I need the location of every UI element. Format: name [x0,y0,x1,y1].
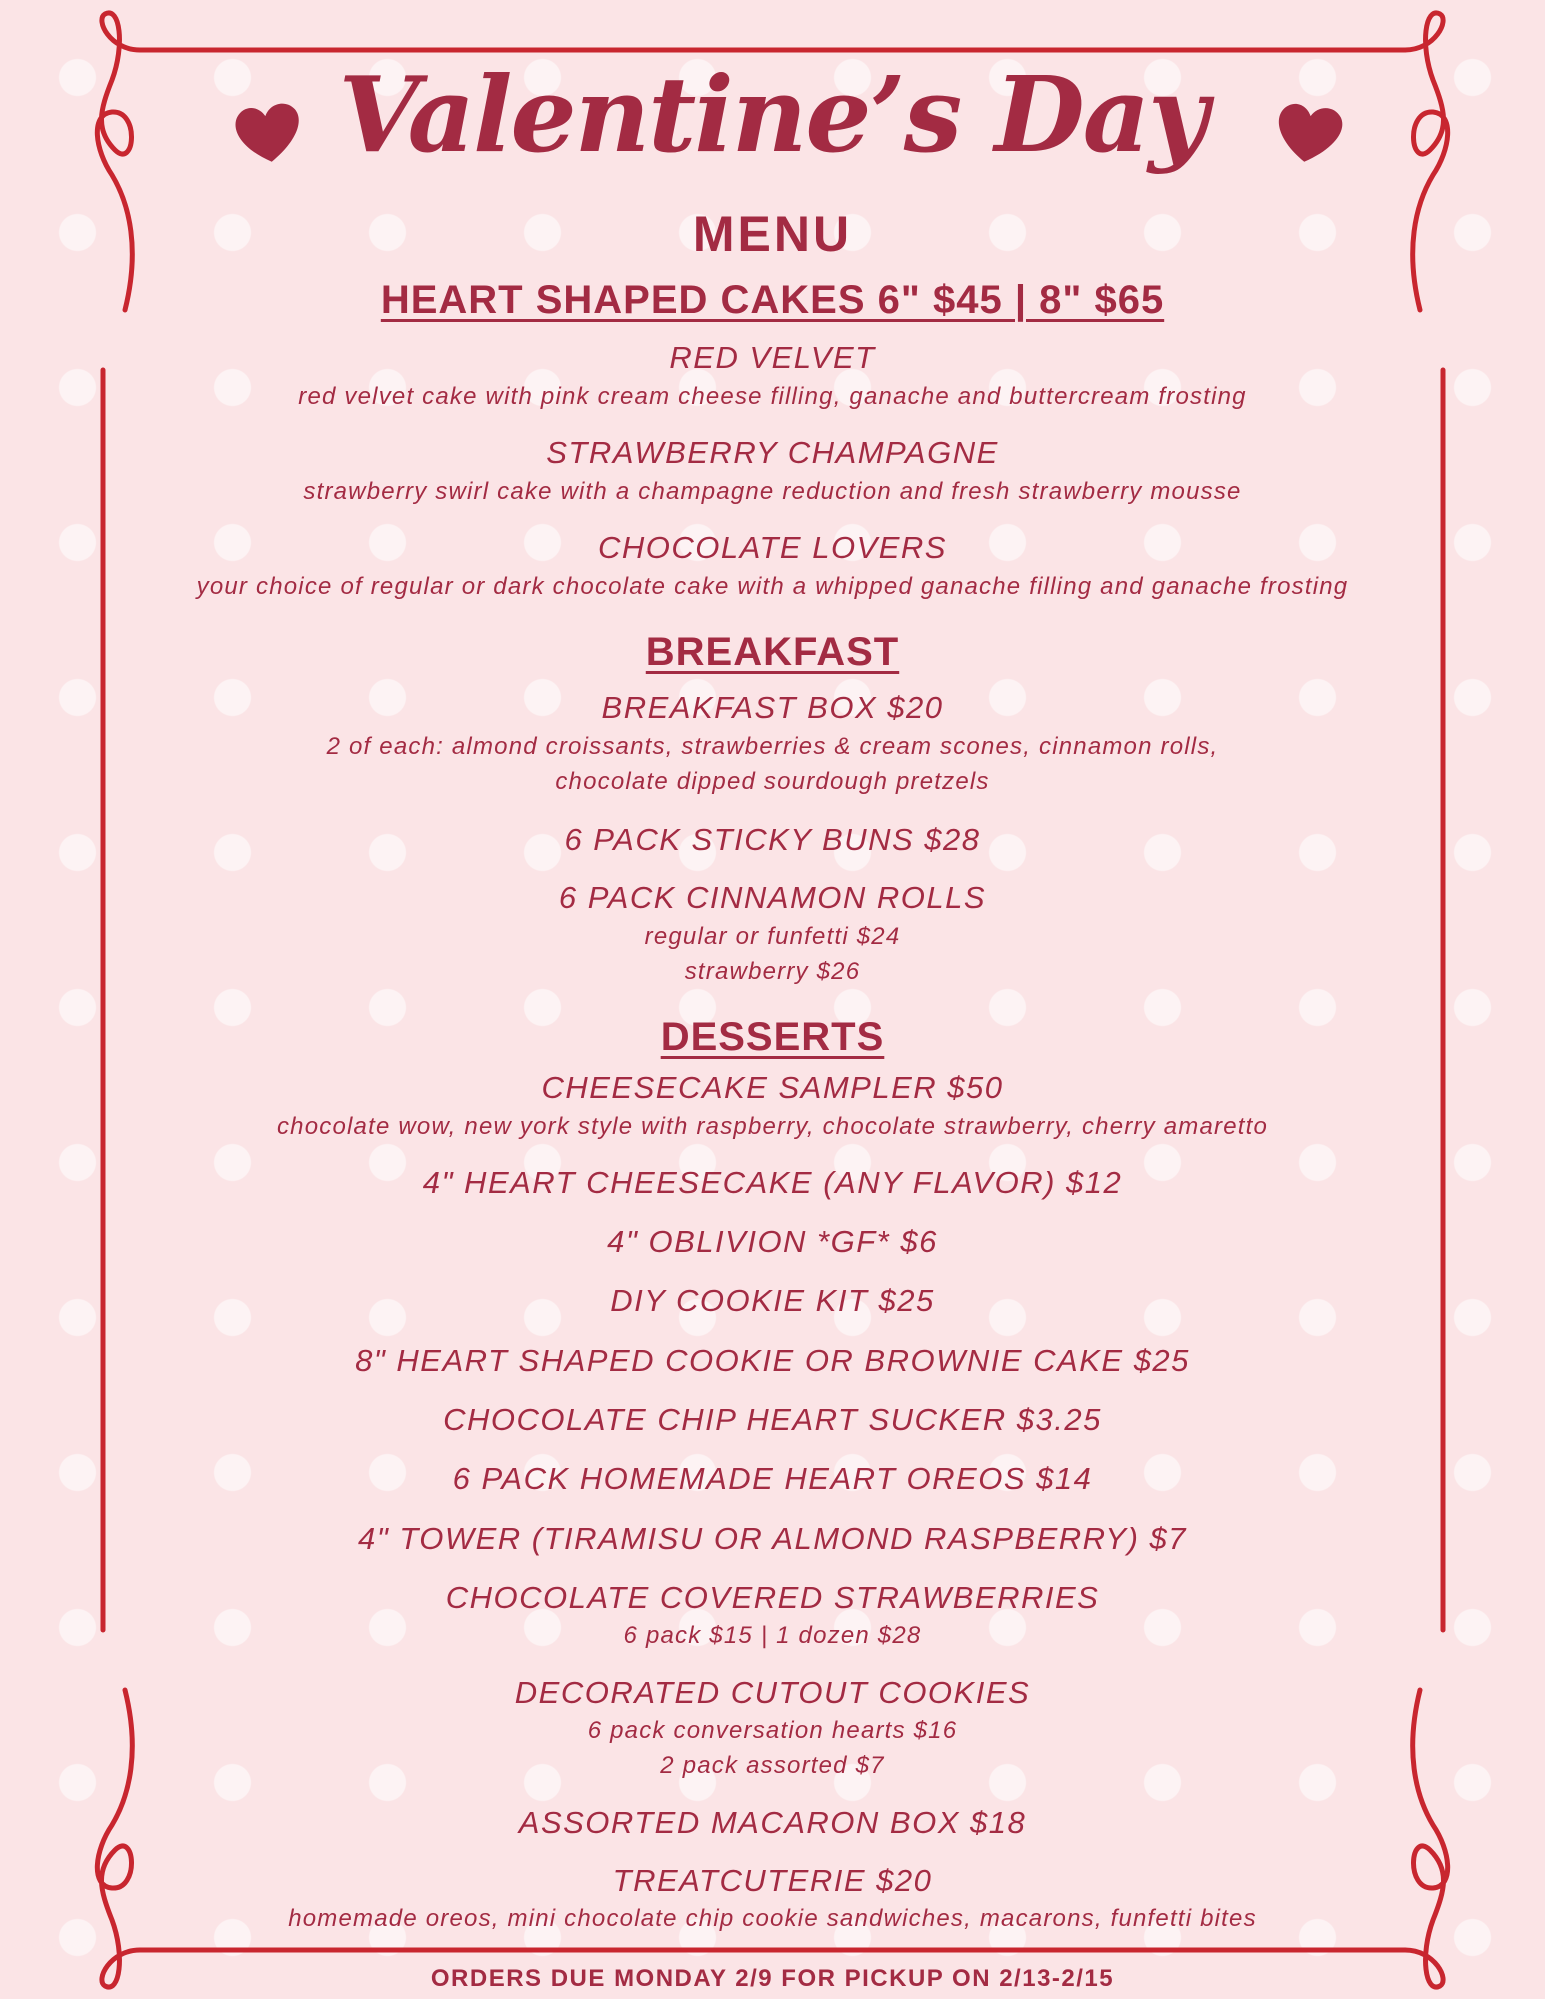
item-name: STRAWBERRY CHAMPAGNE [546,435,999,470]
item-name: CHOCOLATE COVERED STRAWBERRIES [445,1580,1100,1615]
section-heading-desserts: DESSERTS [660,1015,885,1059]
page-title: Valentine’s Day [338,53,1207,176]
item-description: 6 pack $15 | 1 dozen $28 [623,1622,922,1649]
item-name: DECORATED CUTOUT COOKIES [514,1675,1031,1710]
order-deadline-note: ORDERS DUE MONDAY 2/9 FOR PICKUP ON 2/13-2/15 [430,1965,1115,1992]
item-name: CHOCOLATE CHIP HEART SUCKER $3.25 [443,1402,1102,1437]
heart-icon [233,102,304,167]
item-name: 4" OBLIVION *GF* $6 [607,1224,938,1259]
item-description: red velvet cake with pink cream cheese filling, ganache and buttercream frosting [298,383,1247,410]
item-description: chocolate wow, new york style with raspberry, chocolate strawberry, cherry amaretto [276,1113,1269,1140]
item-description: your choice of regular or dark chocolate cake with a whipped ganache filling and ganache frosting [196,573,1349,600]
item-name: ASSORTED MACARON BOX $18 [518,1805,1027,1840]
section-heading-cakes: HEART SHAPED CAKES 6" $45 | 8" $65 [380,278,1165,322]
item-name: 6 PACK CINNAMON ROLLS [558,880,987,915]
item-description: strawberry $26 [684,958,861,985]
item-name: 6 PACK HOMEMADE HEART OREOS $14 [452,1461,1093,1496]
item-description: homemade oreos, mini chocolate chip cookie sandwiches, macarons, funfetti bites [288,1905,1257,1932]
item-name: 4" TOWER (TIRAMISU OR ALMOND RASPBERRY) $7 [357,1521,1188,1556]
item-description: 6 pack conversation hearts $16 [587,1717,958,1744]
page-subtitle: MENU [692,206,853,262]
section-heading-breakfast: BREAKFAST [645,630,900,674]
item-name: 8" HEART SHAPED COOKIE OR BROWNIE CAKE $25 [355,1343,1190,1378]
item-description: 2 pack assorted $7 [660,1752,885,1779]
item-name: 4" HEART CHEESECAKE (ANY FLAVOR) $12 [422,1165,1123,1200]
item-name: RED VELVET [669,340,876,375]
item-name: CHEESECAKE SAMPLER $50 [541,1070,1004,1105]
item-name: CHOCOLATE LOVERS [597,530,947,565]
item-name: 6 PACK STICKY BUNS $28 [564,822,981,857]
item-description: regular or funfetti $24 [644,923,901,950]
item-description: strawberry swirl cake with a champagne reduction and fresh strawberry mousse [303,478,1242,505]
item-description: 2 of each: almond croissants, strawberries & cream scones, cinnamon rolls, [326,733,1219,760]
item-description: chocolate dipped sourdough pretzels [555,768,990,795]
item-name: DIY COOKIE KIT $25 [610,1283,935,1318]
item-name: TREATCUTERIE $20 [612,1863,933,1898]
item-name: BREAKFAST BOX $20 [601,690,944,725]
heart-icon [1274,102,1345,167]
